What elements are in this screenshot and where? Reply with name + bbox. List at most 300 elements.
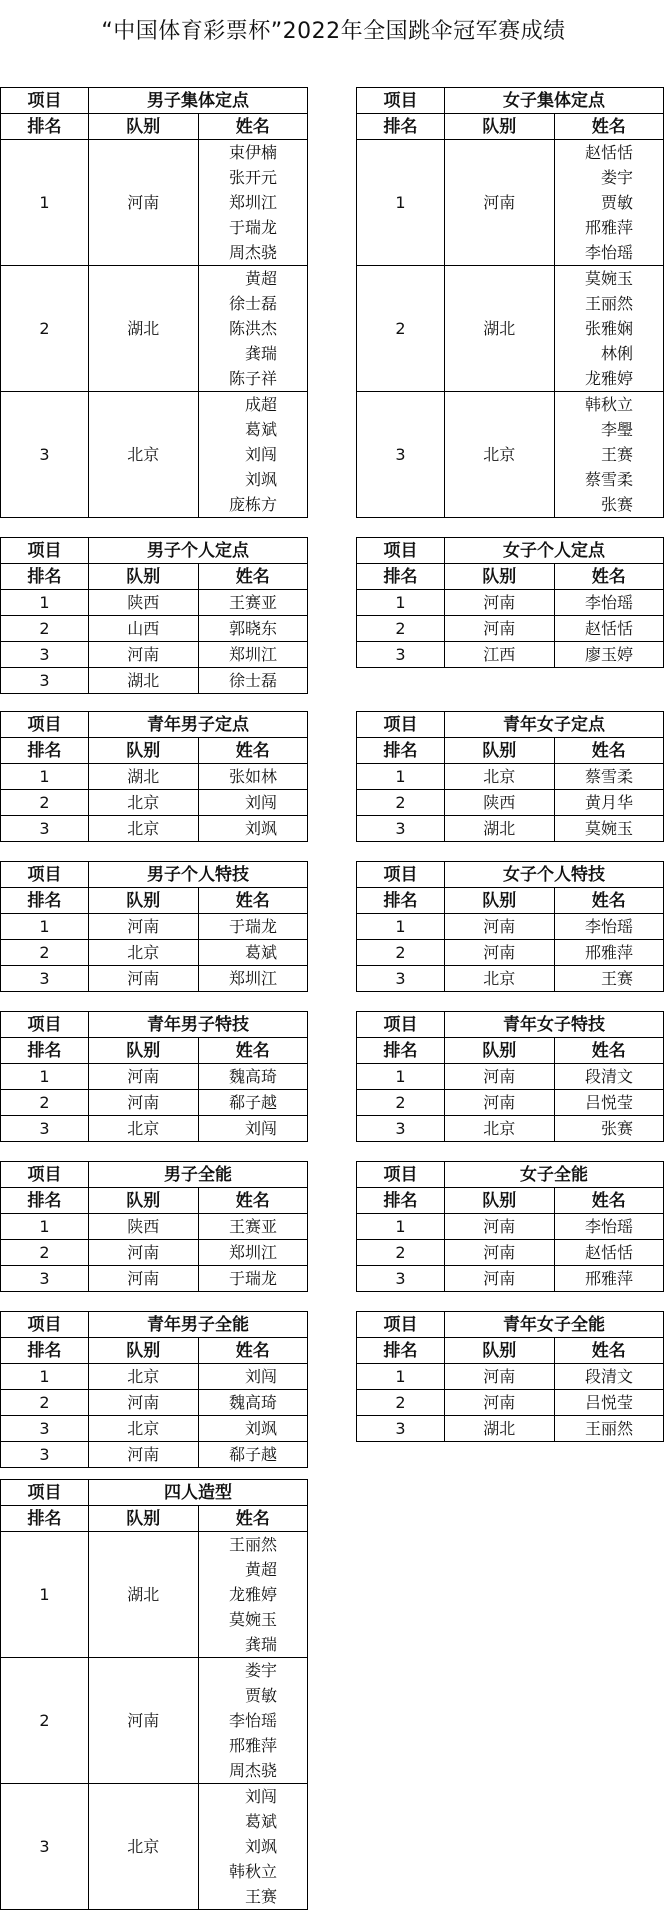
name-list <box>199 790 278 815</box>
rank-cell: 3 <box>1 1266 89 1292</box>
event-header-row <box>1 712 308 738</box>
event-name: 青年女子定点 <box>445 712 664 738</box>
name-header: 姓名 <box>554 1038 664 1064</box>
table-row <box>1 140 308 266</box>
results-table <box>0 87 308 518</box>
table-row <box>357 1364 664 1390</box>
event-header-row <box>1 88 308 114</box>
rank-cell: 3 <box>1 668 89 694</box>
name-cell <box>198 266 308 392</box>
event-name: 男子个人定点 <box>89 538 308 564</box>
team-cell: 北京 <box>89 1364 199 1390</box>
athlete-name: 郗子越 <box>228 1093 277 1112</box>
rank-cell: 2 <box>357 1240 445 1266</box>
athlete-name: 龙雅婷 <box>228 1585 277 1604</box>
name-list <box>199 1532 278 1657</box>
event-name: 女子个人定点 <box>445 538 664 564</box>
athlete-name: 李璺 <box>600 420 633 439</box>
name-cell <box>198 1364 308 1390</box>
team-cell: 河南 <box>89 1390 199 1416</box>
athlete-name: 成超 <box>244 395 277 414</box>
table-row <box>357 914 664 940</box>
name-header: 姓名 <box>198 1038 308 1064</box>
rank-cell: 2 <box>1 616 89 642</box>
team-cell: 河南 <box>445 1364 555 1390</box>
name-list <box>555 1364 634 1389</box>
name-cell <box>554 1364 664 1390</box>
name-list <box>555 1116 634 1141</box>
athlete-name: 龙雅婷 <box>584 369 633 388</box>
column-header-row <box>357 564 664 590</box>
athlete-name: 李怡瑶 <box>584 593 633 612</box>
team-header: 队别 <box>445 1188 555 1214</box>
name-cell <box>198 1416 308 1442</box>
name-cell <box>198 590 308 616</box>
athlete-name: 邢雅萍 <box>584 943 633 962</box>
rank-cell: 2 <box>1 1240 89 1266</box>
team-cell: 河南 <box>445 940 555 966</box>
team-cell: 北京 <box>445 392 555 518</box>
name-cell <box>198 1532 308 1658</box>
team-cell: 河南 <box>89 1266 199 1292</box>
name-list <box>199 1240 278 1265</box>
name-cell <box>198 1658 308 1784</box>
event-name: 青年男子定点 <box>89 712 308 738</box>
event-name: 青年女子全能 <box>445 1312 664 1338</box>
table-row <box>357 1266 664 1292</box>
name-cell <box>554 1240 664 1266</box>
results-table <box>0 1011 308 1142</box>
athlete-name: 贾敏 <box>244 1686 277 1705</box>
event-name: 男子个人特技 <box>89 862 308 888</box>
item-label: 项目 <box>357 1162 445 1188</box>
athlete-name: 段清文 <box>584 1067 633 1086</box>
table-row <box>357 266 664 392</box>
rank-cell: 2 <box>1 1390 89 1416</box>
rank-header: 排名 <box>357 1038 445 1064</box>
name-cell <box>554 266 664 392</box>
column-header-row <box>1 738 308 764</box>
rank-cell: 2 <box>357 1390 445 1416</box>
athlete-name: 刘飒 <box>244 1419 277 1438</box>
name-cell <box>554 966 664 992</box>
name-list <box>555 966 634 991</box>
item-label: 项目 <box>357 862 445 888</box>
name-list <box>199 392 278 517</box>
name-header: 姓名 <box>554 738 664 764</box>
name-list <box>199 590 278 615</box>
results-table <box>356 861 664 992</box>
name-list <box>199 1416 278 1441</box>
team-cell: 河南 <box>445 1214 555 1240</box>
event-name: 青年男子全能 <box>89 1312 308 1338</box>
rank-cell: 1 <box>1 914 89 940</box>
table-row <box>357 1214 664 1240</box>
team-cell: 北京 <box>89 1416 199 1442</box>
athlete-name: 黄超 <box>244 1560 277 1579</box>
rank-header: 排名 <box>357 888 445 914</box>
rank-cell: 2 <box>357 790 445 816</box>
team-cell: 北京 <box>445 966 555 992</box>
results-table <box>0 861 308 992</box>
name-cell <box>198 616 308 642</box>
athlete-name: 王丽然 <box>228 1535 277 1554</box>
results-table <box>356 87 664 518</box>
athlete-name: 郑圳江 <box>228 645 277 664</box>
name-header: 姓名 <box>198 1506 308 1532</box>
name-cell <box>198 1390 308 1416</box>
event-header-row <box>1 1312 308 1338</box>
team-cell: 山西 <box>89 616 199 642</box>
rank-cell: 3 <box>1 816 89 842</box>
column-header-row <box>357 738 664 764</box>
table-row <box>357 1390 664 1416</box>
team-header: 队别 <box>445 114 555 140</box>
name-list <box>199 764 278 789</box>
rank-cell: 3 <box>357 816 445 842</box>
rank-cell: 3 <box>357 392 445 518</box>
team-cell: 河南 <box>445 1064 555 1090</box>
name-list <box>555 140 634 265</box>
item-label: 项目 <box>357 712 445 738</box>
name-cell <box>198 764 308 790</box>
table-row <box>357 642 664 668</box>
athlete-name: 陈洪杰 <box>228 319 277 338</box>
athlete-name: 周杰骁 <box>228 1761 277 1780</box>
event-name: 青年男子特技 <box>89 1012 308 1038</box>
rank-cell: 1 <box>1 764 89 790</box>
rank-cell: 2 <box>1 1658 89 1784</box>
name-cell <box>198 914 308 940</box>
rank-cell: 3 <box>1 1416 89 1442</box>
name-cell <box>198 816 308 842</box>
team-cell: 河南 <box>445 616 555 642</box>
name-cell <box>554 1064 664 1090</box>
rank-header: 排名 <box>357 1338 445 1364</box>
athlete-name: 王丽然 <box>584 294 633 313</box>
athlete-name: 邢雅萍 <box>584 218 633 237</box>
athlete-name: 张雅娴 <box>584 319 633 338</box>
rank-cell: 1 <box>1 1064 89 1090</box>
table-row <box>1 590 308 616</box>
team-cell: 湖北 <box>445 1416 555 1442</box>
team-cell: 北京 <box>445 764 555 790</box>
rank-header: 排名 <box>1 888 89 914</box>
event-name: 女子集体定点 <box>445 88 664 114</box>
item-label: 项目 <box>1 538 89 564</box>
name-header: 姓名 <box>198 114 308 140</box>
rank-cell: 3 <box>357 1116 445 1142</box>
rank-cell: 1 <box>357 1064 445 1090</box>
athlete-name: 王赛亚 <box>228 593 277 612</box>
table-row <box>1 1266 308 1292</box>
item-label: 项目 <box>1 712 89 738</box>
name-cell <box>198 642 308 668</box>
athlete-name: 庞栋方 <box>228 495 277 514</box>
table-row <box>357 790 664 816</box>
table-row <box>1 1416 308 1442</box>
name-list <box>555 266 634 391</box>
name-cell <box>554 1214 664 1240</box>
column-header-row <box>1 564 308 590</box>
name-header: 姓名 <box>554 1338 664 1364</box>
name-cell <box>198 668 308 694</box>
name-list <box>555 590 634 615</box>
team-cell: 陕西 <box>445 790 555 816</box>
name-cell <box>554 1416 664 1442</box>
athlete-name: 赵恬恬 <box>584 619 633 638</box>
name-cell <box>198 1784 308 1910</box>
rank-cell: 1 <box>357 1364 445 1390</box>
item-label: 项目 <box>357 1012 445 1038</box>
team-cell: 北京 <box>89 790 199 816</box>
results-table <box>356 711 664 842</box>
results-table <box>0 1161 308 1292</box>
column-header-row <box>1 1506 308 1532</box>
athlete-name: 郑圳江 <box>228 193 277 212</box>
name-list <box>555 392 634 517</box>
name-header: 姓名 <box>554 888 664 914</box>
name-cell <box>198 1064 308 1090</box>
event-name: 女子个人特技 <box>445 862 664 888</box>
rank-cell: 1 <box>1 590 89 616</box>
item-label: 项目 <box>1 1312 89 1338</box>
name-list <box>199 1442 278 1467</box>
table-row <box>1 1064 308 1090</box>
athlete-name: 于瑞龙 <box>228 917 277 936</box>
event-header-row <box>1 1012 308 1038</box>
name-list <box>555 816 634 841</box>
name-cell <box>554 392 664 518</box>
team-header: 队别 <box>89 114 199 140</box>
name-list <box>199 668 278 693</box>
name-header: 姓名 <box>554 114 664 140</box>
rank-cell: 3 <box>1 1784 89 1910</box>
item-label: 项目 <box>1 1162 89 1188</box>
athlete-name: 徐士磊 <box>228 671 277 690</box>
athlete-name: 蔡雪柔 <box>584 767 633 786</box>
rank-cell: 3 <box>357 1416 445 1442</box>
rank-cell: 2 <box>357 940 445 966</box>
table-row <box>1 616 308 642</box>
table-row <box>1 1658 308 1784</box>
column-header-row <box>1 888 308 914</box>
event-header-row <box>357 1162 664 1188</box>
name-list <box>555 642 634 667</box>
team-cell: 河南 <box>89 1658 199 1784</box>
rank-cell: 3 <box>1 1116 89 1142</box>
team-cell: 湖北 <box>89 764 199 790</box>
team-header: 队别 <box>89 888 199 914</box>
name-list <box>555 1090 634 1115</box>
team-cell: 河南 <box>89 1240 199 1266</box>
name-cell <box>554 1090 664 1116</box>
column-header-row <box>1 1338 308 1364</box>
column-header-row <box>357 888 664 914</box>
athlete-name: 赵恬恬 <box>584 1243 633 1262</box>
name-cell <box>198 1442 308 1468</box>
name-list <box>199 1266 278 1291</box>
athlete-name: 郑圳江 <box>228 1243 277 1262</box>
team-cell: 湖北 <box>89 668 199 694</box>
team-cell: 河南 <box>445 1390 555 1416</box>
table-row <box>357 140 664 266</box>
rank-header: 排名 <box>1 564 89 590</box>
athlete-name: 娄宇 <box>244 1661 277 1680</box>
name-header: 姓名 <box>198 564 308 590</box>
athlete-name: 刘闯 <box>244 793 277 812</box>
athlete-name: 刘飒 <box>244 1837 277 1856</box>
team-cell: 北京 <box>445 1116 555 1142</box>
name-list <box>555 914 634 939</box>
rank-cell: 2 <box>357 616 445 642</box>
team-header: 队别 <box>89 1038 199 1064</box>
team-header: 队别 <box>445 1038 555 1064</box>
table-row <box>1 1240 308 1266</box>
table-row <box>1 1784 308 1910</box>
team-cell: 河南 <box>445 914 555 940</box>
rank-cell: 1 <box>1 1532 89 1658</box>
name-header: 姓名 <box>198 1338 308 1364</box>
athlete-name: 韩秋立 <box>584 395 633 414</box>
athlete-name: 张赛 <box>600 495 633 514</box>
table-row <box>1 1364 308 1390</box>
column-header-row <box>1 1038 308 1064</box>
name-cell <box>198 1116 308 1142</box>
athlete-name: 李怡瑶 <box>584 243 633 262</box>
team-header: 队别 <box>445 888 555 914</box>
athlete-name: 郑圳江 <box>228 969 277 988</box>
event-header-row <box>357 1012 664 1038</box>
rank-cell: 2 <box>357 1090 445 1116</box>
team-cell: 河南 <box>89 914 199 940</box>
name-header: 姓名 <box>554 564 664 590</box>
table-row <box>1 668 308 694</box>
athlete-name: 葛斌 <box>244 1812 277 1831</box>
rank-cell: 3 <box>357 1266 445 1292</box>
results-table <box>356 1161 664 1292</box>
athlete-name: 刘闯 <box>244 445 277 464</box>
athlete-name: 郭晓东 <box>228 619 277 638</box>
event-header-row <box>1 1480 308 1506</box>
name-list <box>199 266 278 391</box>
table-row <box>357 764 664 790</box>
name-cell <box>554 616 664 642</box>
event-name: 女子全能 <box>445 1162 664 1188</box>
athlete-name: 廖玉婷 <box>584 645 633 664</box>
event-header-row <box>1 862 308 888</box>
athlete-name: 王赛亚 <box>228 1217 277 1236</box>
name-list <box>199 940 278 965</box>
name-list <box>199 1658 278 1783</box>
event-header-row <box>357 1312 664 1338</box>
name-cell <box>198 1240 308 1266</box>
table-row <box>1 940 308 966</box>
rank-header: 排名 <box>1 1506 89 1532</box>
team-header: 队别 <box>89 1188 199 1214</box>
table-row <box>357 616 664 642</box>
event-name: 男子全能 <box>89 1162 308 1188</box>
team-cell: 北京 <box>89 1116 199 1142</box>
name-list <box>199 642 278 667</box>
athlete-name: 莫婉玉 <box>584 269 633 288</box>
athlete-name: 陈子祥 <box>228 369 277 388</box>
name-cell <box>554 1266 664 1292</box>
team-cell: 河南 <box>445 1240 555 1266</box>
athlete-name: 李怡瑶 <box>584 917 633 936</box>
table-row <box>1 1116 308 1142</box>
athlete-name: 张开元 <box>228 168 277 187</box>
table-row <box>357 590 664 616</box>
name-cell <box>554 790 664 816</box>
table-row <box>357 1416 664 1442</box>
rank-cell: 2 <box>1 940 89 966</box>
team-header: 队别 <box>445 738 555 764</box>
item-label: 项目 <box>357 1312 445 1338</box>
name-list <box>199 616 278 641</box>
table-row <box>357 1090 664 1116</box>
team-cell: 河南 <box>445 1266 555 1292</box>
rank-header: 排名 <box>1 1038 89 1064</box>
athlete-name: 于瑞龙 <box>228 218 277 237</box>
athlete-name: 吕悦莹 <box>584 1093 633 1112</box>
team-cell: 北京 <box>89 940 199 966</box>
results-table <box>0 1479 308 1910</box>
rank-cell: 3 <box>1 1442 89 1468</box>
name-header: 姓名 <box>198 1188 308 1214</box>
name-list <box>555 1064 634 1089</box>
table-row <box>1 764 308 790</box>
name-list <box>199 1784 278 1909</box>
name-list <box>555 1214 634 1239</box>
team-cell: 河南 <box>89 966 199 992</box>
table-row <box>1 816 308 842</box>
table-row <box>357 392 664 518</box>
table-row <box>1 266 308 392</box>
table-row <box>357 1064 664 1090</box>
name-cell <box>198 940 308 966</box>
rank-header: 排名 <box>1 738 89 764</box>
table-row <box>1 914 308 940</box>
name-list <box>555 1266 634 1291</box>
athlete-name: 莫婉玉 <box>228 1610 277 1629</box>
rank-cell: 3 <box>357 642 445 668</box>
team-header: 队别 <box>89 1338 199 1364</box>
page-title: “中国体育彩票杯”2022年全国跳伞冠军赛成绩 <box>101 19 566 44</box>
item-label: 项目 <box>1 88 89 114</box>
athlete-name: 莫婉玉 <box>584 819 633 838</box>
item-label: 项目 <box>357 538 445 564</box>
rank-cell: 1 <box>357 764 445 790</box>
team-cell: 陕西 <box>89 1214 199 1240</box>
name-cell <box>554 590 664 616</box>
item-label: 项目 <box>1 1480 89 1506</box>
event-header-row <box>357 712 664 738</box>
rank-cell: 3 <box>1 642 89 668</box>
team-cell: 河南 <box>445 590 555 616</box>
athlete-name: 李怡瑶 <box>584 1217 633 1236</box>
team-cell: 湖北 <box>445 816 555 842</box>
table-row <box>1 1532 308 1658</box>
rank-cell: 3 <box>1 966 89 992</box>
column-header-row <box>1 114 308 140</box>
name-cell <box>198 1214 308 1240</box>
team-cell: 北京 <box>89 392 199 518</box>
rank-header: 排名 <box>1 1338 89 1364</box>
rank-cell: 1 <box>357 140 445 266</box>
athlete-name: 吕悦莹 <box>584 1393 633 1412</box>
table-row <box>1 1214 308 1240</box>
